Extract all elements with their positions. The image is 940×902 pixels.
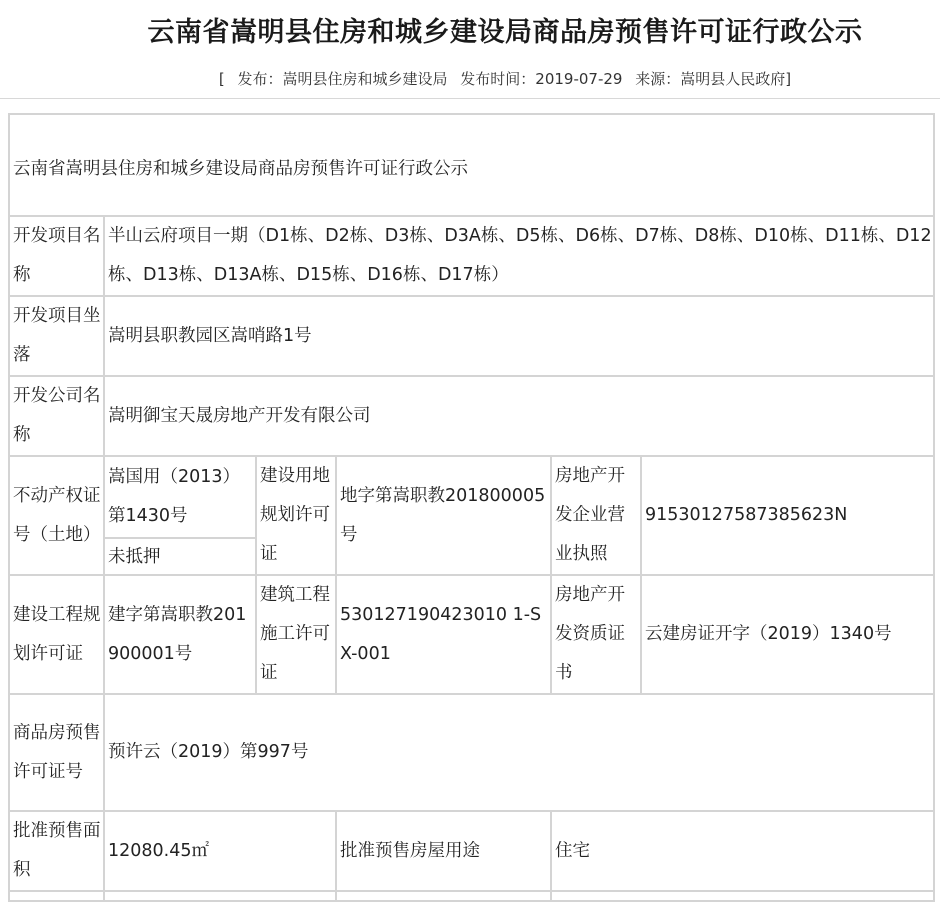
- company-label: 开发公司名称: [9, 376, 104, 456]
- publish-meta: [0, 68, 940, 89]
- title-divider: [0, 98, 940, 99]
- company-value: 嵩明御宝天晟房地产开发有限公司: [104, 376, 934, 456]
- continuation-cell: [551, 891, 934, 901]
- page-title: 云南省嵩明县住房和城乡建设局商品房预售许可证行政公示: [147, 17, 863, 48]
- presale-area-label: 批准预售面积: [9, 811, 104, 891]
- permit-table: [8, 113, 935, 902]
- table-row-continuation: [9, 891, 934, 901]
- project-name-value: 半山云府项目一期（D1栋、D2栋、D3栋、D3A栋、D5栋、D6栋、D7栋、D8栋、D10栋、D11栋、D12栋、D13栋、D13A栋、D15栋、D16栋、D17栋）: [104, 216, 934, 296]
- table-row-permits: [9, 575, 934, 694]
- meta-publish-time: 发布时间：2019-07-29: [460, 70, 623, 88]
- construction-permit-label: 建筑工程施工许可证: [256, 575, 336, 694]
- table-row-certificates: [9, 456, 934, 538]
- table-row-presale-permit: [9, 694, 934, 811]
- continuation-cell: [104, 891, 336, 901]
- presale-permit-value: 预许云（2019）第997号: [104, 694, 934, 811]
- table-row-project-location: [9, 296, 934, 376]
- land-cert-label: 不动产权证号（土地）: [9, 456, 104, 575]
- land-plan-label: 建设用地规划许可证: [256, 456, 336, 575]
- table-row-presale-area: [9, 811, 934, 891]
- presale-permit-label: 商品房预售许可证号: [9, 694, 104, 811]
- eng-plan-label: 建设工程规划许可证: [9, 575, 104, 694]
- project-location-value: 嵩明县职教园区嵩哨路1号: [104, 296, 934, 376]
- continuation-cell: [9, 891, 104, 901]
- table-heading-row: [9, 114, 934, 216]
- presale-use-value: 住宅: [551, 811, 934, 891]
- table-heading: 云南省嵩明县住房和城乡建设局商品房预售许可证行政公示: [9, 114, 934, 216]
- business-license-label: 房地产开发企业营业执照: [551, 456, 641, 575]
- land-plan-value: 地字第嵩职教201800005号: [336, 456, 551, 575]
- construction-permit-value: 530127190423010 1-SX-001: [336, 575, 551, 694]
- table-row-company: [9, 376, 934, 456]
- presale-area-value: 12080.45㎡: [104, 811, 336, 891]
- meta-publisher: 发布：嵩明县住房和城乡建设局: [237, 70, 448, 88]
- land-cert-status: 未抵押: [104, 538, 256, 575]
- business-license-value: 91530127587385623N: [641, 456, 934, 575]
- qualification-value: 云建房证开字（2019）1340号: [641, 575, 934, 694]
- project-name-label: 开发项目名称: [9, 216, 104, 296]
- eng-plan-value: 建字第嵩职教201900001号: [104, 575, 256, 694]
- qualification-label: 房地产开发资质证书: [551, 575, 641, 694]
- project-location-label: 开发项目坐落: [9, 296, 104, 376]
- continuation-cell: [336, 891, 551, 901]
- land-cert-value: 嵩国用（2013）第1430号: [104, 456, 256, 538]
- meta-source: 来源：嵩明县人民政府]: [635, 70, 792, 88]
- meta-open-bracket: [: [218, 70, 225, 88]
- table-row-project-name: [9, 216, 934, 296]
- presale-use-label: 批准预售房屋用途: [336, 811, 551, 891]
